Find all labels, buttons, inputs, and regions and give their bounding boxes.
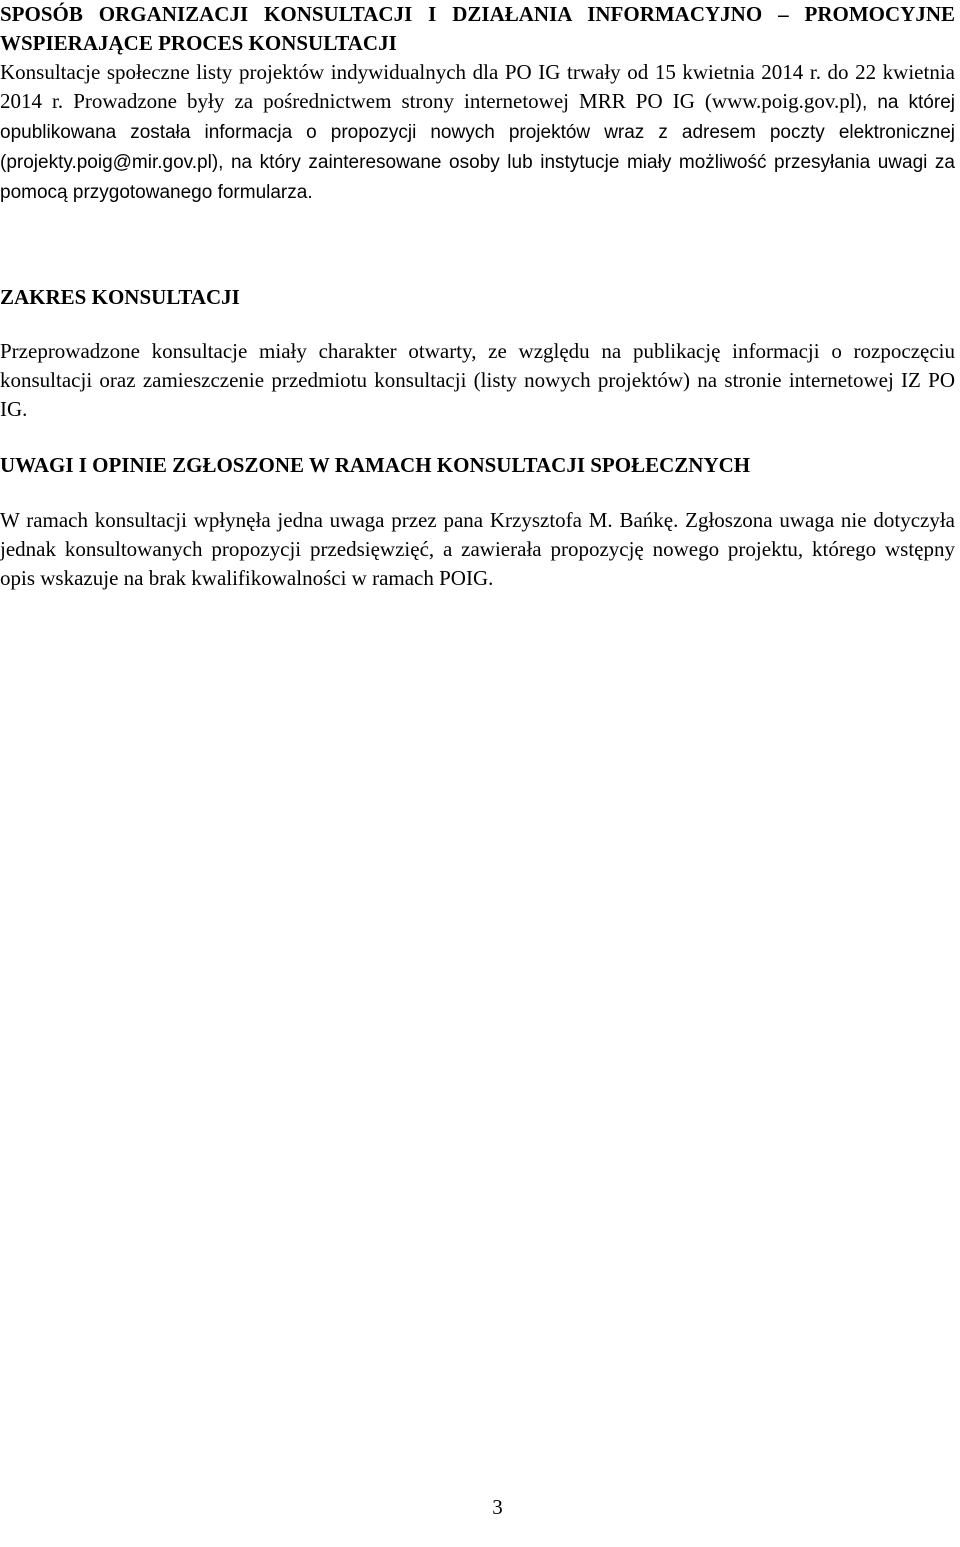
- section-paragraph-comments: W ramach konsultacji wpłynęła jedna uwaga przez pana Krzysztofa M. Bańkę. Zgłoszona uwaga nie dotyczyła jednak konsultowanych propozycji przedsięwzięć, a zawierała propozycję nowego projektu, którego wstępny opis wskazuje na brak kwalifikowalności w ramach POIG.: [0, 508, 955, 590]
- section-paragraph-scope: Przeprowadzone konsultacje miały charakter otwarty, ze względu na publikację informacji o rozpoczęciu konsultacji oraz zamieszczenie przedmiotu konsultacji (listy nowych projektów) na stronie internetowej IZ PO IG.: [0, 339, 955, 421]
- website-link[interactable]: www.poig.gov.pl: [711, 89, 856, 113]
- paragraph-text-end: ), na której opublikowana została informacja o propozycji nowych projektów wraz z adresem poczty elektronicznej (projekty.poig@mir.gov.pl), na który zainteresowane osoby lub instytucje miały możliwość przesyłania uwagi za pomocą przygotowanego formularza.: [0, 92, 955, 203]
- section-heading-scope: ZAKRES KONSULTACJI: [0, 285, 240, 309]
- paragraph-text-start: Konsultacje społeczne listy projektów indywidualnych dla PO IG trwały od 15 kwietnia 2014 r. do 22 kwietnia 2014 r. Prowadzone były za pośrednictwem strony internetowej MRR PO IG (: [0, 60, 955, 113]
- section-paragraph-organization: [0, 58, 955, 207]
- section-heading-organization: SPOSÓB ORGANIZACJI KONSULTACJI I DZIAŁANIA INFORMACYJNO – PROMOCYJNE WSPIERAJĄCE PROCES KONSULTACJI: [0, 2, 955, 55]
- section-heading-comments: UWAGI I OPINIE ZGŁOSZONE W RAMACH KONSULTACJI SPOŁECZNYCH: [0, 453, 751, 477]
- page-number: 3: [492, 1495, 503, 1519]
